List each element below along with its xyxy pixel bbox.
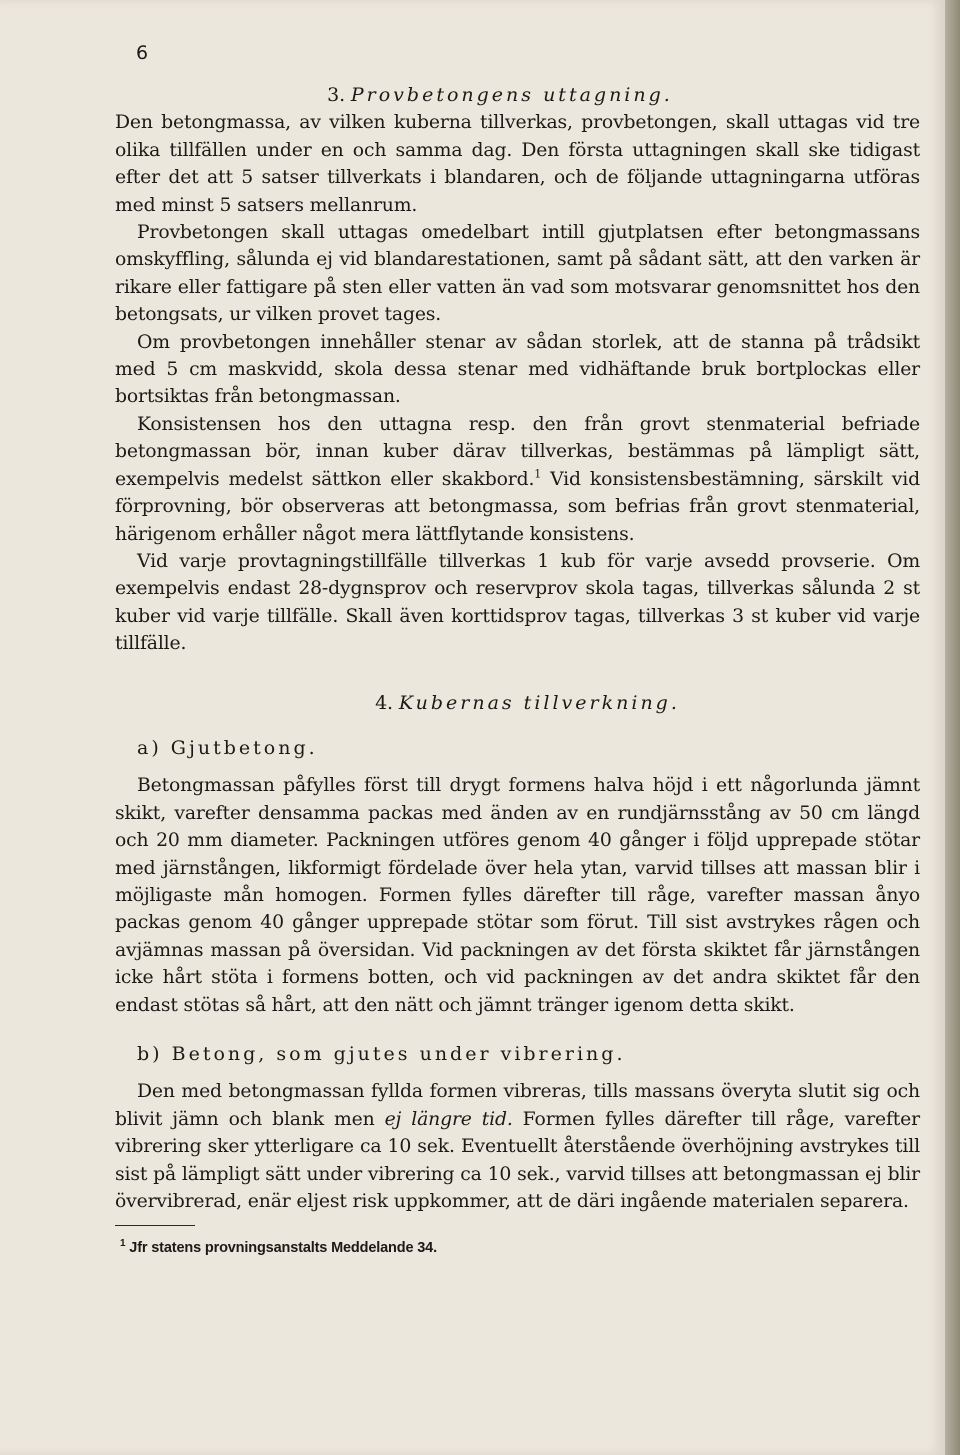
section-3-number: 3. bbox=[327, 84, 345, 106]
section-3-title: Provbetongens uttagning. bbox=[350, 84, 673, 106]
section-4-heading bbox=[135, 690, 920, 717]
page-content bbox=[115, 82, 920, 1258]
footnote-divider bbox=[115, 1225, 195, 1226]
section-3-paragraph-last: Vid varje provtagningstillfälle tillverkas 1 kub för varje avsedd provserie. Om exempelvis endast 28-dygnsprov och reservprov skola tagas, tillverkas sålunda 2 st kuber vid varje tillfälle. Skall även korttidsprov tagas, tillverkas 3 st kuber vid varje tillfälle. bbox=[115, 550, 920, 655]
section-3-paragraph-2: Provbetongen skall uttagas omedelbart intill gjutplatsen efter betongmassans omskyffling, sålunda ej vid blandarestationen, samt på sådant sätt, att den varken är rikare eller fattigare på sten eller vatten än vad som motsvarar genomsnittet hos den betongsats, ur vilken provet tages. bbox=[115, 222, 920, 326]
subsection-b-text-start: Den med betongmassan fyllda formen vibreras, tills massans överyta slutit sig och blivit jämn och blank men bbox=[115, 1081, 920, 1130]
page-edge-shadow bbox=[945, 0, 960, 1455]
section-3-paragraph-consistency bbox=[115, 411, 920, 548]
consistency-text-end: Vid konsistensbestämning, särskilt vid förprovning, bör observeras att betongmassa, som befrias från grovt stenmaterial, härigenom erhåller något mera lättflytande konsistens. bbox=[115, 468, 920, 545]
footnote bbox=[120, 1238, 920, 1258]
subsection-b-italic: ej längre tid. bbox=[384, 1108, 513, 1130]
section-3-paragraph-3: Om provbetongen innehåller stenar av sådan storlek, att de stanna på trådsikt med 5 cm maskvidd, skola dessa stenar med vidhäftande bruk bortplockas eller bortsiktas från betongmassan. bbox=[115, 331, 920, 408]
consistency-text-start: Konsistensen hos den uttagna resp. den från grovt stenmaterial befriade betongmassan bör, innan kuber därav tillverkas, bestämmas på lämpligt sätt, exempelvis medelst sättkon eller skakbord. bbox=[115, 413, 920, 490]
subsection-a-label: a) Gjutbetong. bbox=[137, 736, 318, 759]
footnote-reference: 1 bbox=[534, 467, 542, 481]
section-3-heading bbox=[80, 82, 920, 109]
subsection-b-label: b) Betong, som gjutes under vibrering. bbox=[137, 1043, 626, 1065]
section-4-number: 4. bbox=[375, 691, 393, 714]
section-4-title: Kubernas tillverkning. bbox=[398, 691, 680, 714]
section-3-paragraph-1: Den betongmassa, av vilken kuberna tillverkas, provbetongen, skall uttagas vid tre olika tillfällen under en och samma dag. Den första uttagningen skall ske tidigast efter det att 5 satser tillverkats i blandaren, och de följande uttagningarna utföras med minst 5 satsers mellanrum. bbox=[115, 112, 920, 216]
subsection-b-paragraph bbox=[115, 1078, 920, 1215]
footnote-text: Jfr statens provningsanstalts Meddelande 34. bbox=[125, 1240, 437, 1257]
page-number: 6 bbox=[136, 42, 149, 64]
footnote-marker: 1 bbox=[120, 1238, 126, 1250]
subsection-a-paragraph: Betongmassan påfylles först till drygt formens halva höjd i ett någorlunda jämnt skikt, varefter densamma packas med änden av en rundjärnsstång av 50 cm längd och 20 mm diameter. Packningen utföres genom 40 gånger i följd upprepade stötar med järnstången, likformigt fördelade över hela ytan, varvid tillses att massan blir i möjligaste mån homogen. Formen fylles därefter till råge, varefter massan ånyo packas genom 40 gånger upprepade stötar som förut. Till sist avstrykes rågen och avjämnas massan på översidan. Vid packningen av det första skiktet får järnstången icke hårt stöta i formens botten, och vid packningen av det andra skiktet får den endast stötas så hårt, att den nätt och jämnt tränger igenom detta skikt. bbox=[115, 775, 920, 1016]
subsection-b-text-end: Formen fylles därefter till råge, varefter vibrering sker ytterligare ca 10 sek. Eventuellt återstående överhöjning avstrykes till sist på lämpligt sätt under vibrering ca 10 sek., varvid tillses att betongmassan ej blir övervibrerad, enär eljest risk uppkommer, att de däri ingående materialen separera. bbox=[115, 1108, 920, 1213]
